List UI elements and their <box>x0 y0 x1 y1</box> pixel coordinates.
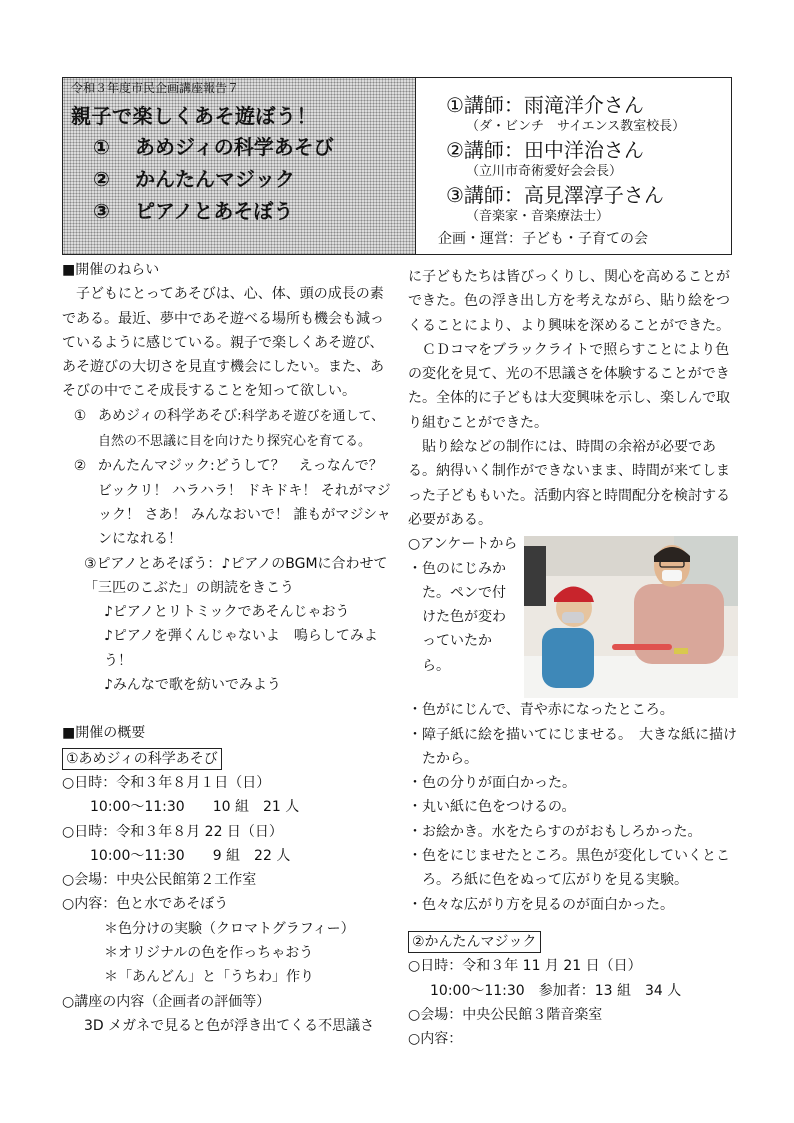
session-number: ① <box>93 135 110 159</box>
survey-item-text: 障子紙に絵を描いてにじませる。 大きな紙に描けたから。 <box>422 726 737 767</box>
lecturer-name: ③講師：高見澤淳子さん <box>446 183 664 207</box>
event-venue: ○会場：中央公民館３階音楽室 <box>408 1006 603 1023</box>
aim-paragraph: 子どもにとってあそびは、心、体、頭の成長の素である。最近、夢中であそ遊べる場所も機会も減っているように感じている。親子で楽しくあそ遊び、あそ遊びの大切さを見直す機会にしたい。また、あそびの中でこそ成長することを知って欲しい。 <box>62 286 384 400</box>
workshop-photo <box>524 536 738 698</box>
event-content: ○内容： <box>408 1031 463 1048</box>
lecturer-name: ②講師：田中洋治さん <box>446 138 644 162</box>
report-label: 令和３年度市民企画講座報告７ <box>71 81 240 95</box>
aim-item-title: あめジィの科学あそび <box>98 407 238 424</box>
bullet-mark: ・ <box>408 823 422 840</box>
overview-heading: ■開催の概要 <box>62 725 146 742</box>
aim-item-text <box>98 404 392 455</box>
survey-item-text: 色をにじませたところ。黒色が変化していくところ。ろ紙に色をぬって広がりを見る実験。 <box>422 848 730 889</box>
session-name: ピアノとあそぼう <box>135 199 294 223</box>
event-venue: ○会場：中央公民館第２工作室 <box>62 872 257 889</box>
aim-item-desc: :どうして？ えっなんで？ ビックリ！ ハラハラ！ ドキドキ！ それがマジック！ さあ！ みんなおいで！ 誰もがマジシャンになれる！ <box>98 458 397 548</box>
survey-item-text: 丸い紙に色をつけるの。 <box>422 799 576 816</box>
report-title: 親子で楽しくあそ遊ぼう！ <box>71 104 317 128</box>
evaluation-paragraph: 貼り絵などの制作には、時間の余裕が必要である。納得いく制作ができないまま、時間が来てしまった子どももいた。活動内容と時間配分を検討する必要がある。 <box>408 439 730 528</box>
session-title <box>71 131 407 163</box>
piano-line: ♪ピアノとリトミックであそんじゃおう <box>104 604 350 621</box>
item-number: ② <box>73 458 87 475</box>
bullet-mark: ・ <box>408 896 422 913</box>
event-date: ○日時：令和３年８月１日（日） <box>62 774 271 791</box>
section-title: ②かんたんマジック <box>408 931 541 953</box>
session-title <box>71 195 407 227</box>
survey-item-text: 色の分りが面白かった。 <box>422 775 576 792</box>
survey-item <box>408 557 520 678</box>
aim-heading: ■開催のねらい <box>62 262 160 278</box>
event-date: ○日時：令和３年８月 22 日（日） <box>62 823 283 840</box>
survey-item-text: 色のにじみかた。ペンで付けた色が変わっていたから。 <box>422 560 506 674</box>
evaluation-text: 3D メガネで見ると色が浮き出てくる不思議さ <box>84 1017 375 1034</box>
lecturer-panel <box>416 78 731 254</box>
survey-item <box>408 723 738 772</box>
aim-item-desc: :科学あそ遊びを通して、自然の不思議に目を向けたり探究心を育てる。 <box>98 408 385 450</box>
piano-line: ♪ピアノを弾くんじゃないよ 鳴らしてみよう！ <box>104 628 378 669</box>
left-column <box>62 258 397 1038</box>
bullet-mark: ・ <box>408 702 422 719</box>
session-number: ② <box>93 167 110 191</box>
content-item: ＊オリジナルの色を作っちゃおう <box>104 945 314 962</box>
evaluation-paragraph: に子どもたちは皆びっくりし、関心を高めることができた。色の浮き出し方を考えながら、貼り絵をつくることにより、より興味を深めることができた。 <box>408 269 730 334</box>
content-item: ＊「あんどん」と「うちわ」作り <box>104 969 314 986</box>
piano-line: ♪みんなで歌を紡いでみよう <box>104 677 281 694</box>
session-name: かんたんマジック <box>135 167 295 191</box>
survey-item <box>408 795 738 819</box>
lecturer-name: ①講師：雨滝洋介さん <box>446 93 644 117</box>
content-item: ＊色分けの実験（クロマトグラフィー） <box>104 920 355 937</box>
survey-heading: ○アンケートから <box>408 536 518 553</box>
report-header <box>62 77 732 255</box>
session-name: あめジィの科学あそび <box>135 135 334 159</box>
organizer: 企画・運営：子ども・子育ての会 <box>438 231 648 247</box>
survey-with-photo <box>408 532 738 698</box>
survey-item-text: お絵かき。水をたらすのがおもしろかった。 <box>422 823 702 840</box>
survey-item <box>408 893 738 917</box>
event-time: 10:00～11:30 10 組 21 人 <box>90 799 300 816</box>
aim-item-title: かんたんマジック <box>98 458 210 475</box>
aim-item-text <box>98 454 397 551</box>
survey-item <box>408 820 738 844</box>
survey-item <box>408 698 738 722</box>
lecturer-affiliation: （音楽家・音楽療法士） <box>466 209 610 224</box>
survey-item-text: 色がにじんで、青や赤になったところ。 <box>422 702 674 719</box>
survey-item-text: 色々な広がり方を見るのが面白かった。 <box>422 896 674 913</box>
right-column <box>408 265 738 1051</box>
event-time: 10:00～11:30 9 組 22 人 <box>90 847 291 864</box>
evaluation-paragraph: ＣＤコマをブラックライトで照らすことにより色の変化を見て、光の不思議さを体験することができた。全体的に子どもは大変興味を示し、楽しんで取り組むことができた。 <box>408 341 730 431</box>
bullet-mark: ・ <box>408 848 422 865</box>
event-date: ○日時：令和３年 11 月 21 日（日） <box>408 958 642 975</box>
session-title <box>71 163 407 195</box>
title-panel <box>63 78 416 254</box>
evaluation-heading: ○講座の内容（企画者の評価等） <box>62 993 271 1010</box>
lecturer-affiliation: （ダ・ビンチ サイエンス教室校長） <box>466 119 686 134</box>
bullet-mark: ・ <box>408 799 422 816</box>
event-content: ○内容：色と水であそぼう <box>62 896 229 913</box>
item-number: ① <box>73 407 87 424</box>
survey-intro <box>408 532 520 698</box>
section-title: ①あめジィの科学あそび <box>62 748 222 770</box>
bullet-mark: ・ <box>408 560 422 577</box>
aim-item-piano: ③ピアノとあそぼう：♪ピアノのBGMに合わせて「三匹のこぶた」の朗読をきこう <box>84 555 388 596</box>
workshop-photo-image <box>524 536 738 698</box>
aim-item <box>62 404 392 455</box>
bullet-mark: ・ <box>408 775 422 792</box>
survey-item <box>408 771 738 795</box>
session-number: ③ <box>93 199 110 223</box>
lecturer-affiliation: （立川市奇術愛好会会長） <box>466 164 623 179</box>
bullet-mark: ・ <box>408 726 422 743</box>
event-time: 10:00～11:30 参加者：13 組 34 人 <box>430 982 682 999</box>
survey-item <box>408 844 738 893</box>
aim-item <box>62 454 397 551</box>
